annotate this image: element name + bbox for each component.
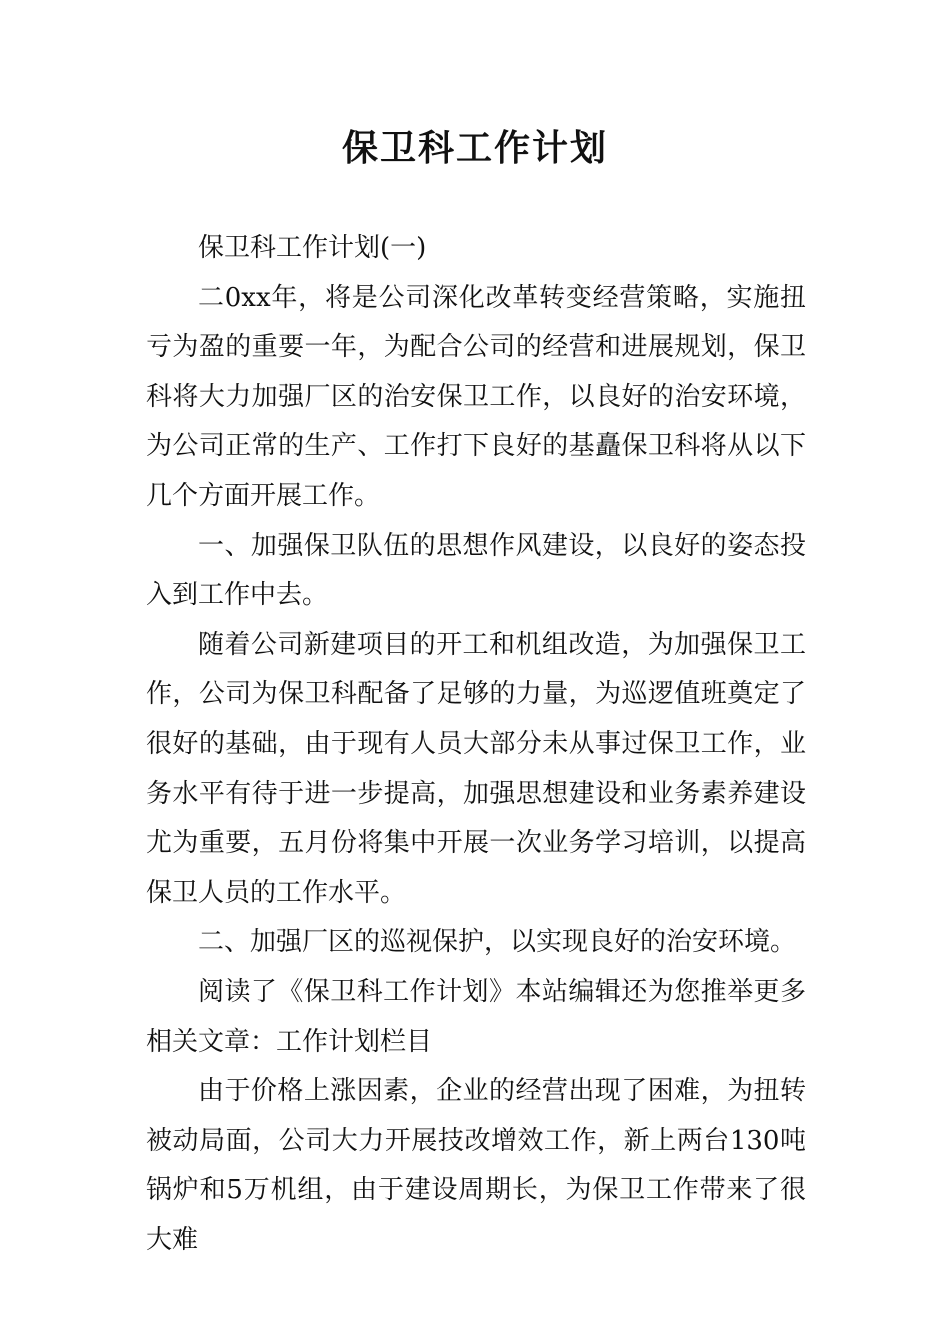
paragraph-intro: 二0xx年，将是公司深化改革转变经营策略，实施扭亏为盈的重要一年，为配合公司的经营和进展规划，保卫科将大力加强厂区的治安保卫工作，以良好的治安环境，为公司正常的生产、工作打下良好的基矗保卫科将从以下几个方面开展工作。 (146, 282, 806, 511)
paragraph-point-one-detail: 随着公司新建项目的开工和机组改造，为加强保卫工作，公司为保卫科配备了足够的力量，为巡逻值班奠定了很好的基础，由于现有人员大部分未从事过保卫工作，业务水平有待于进一步提高，加强思想建设和业务素养建设尤为重要，五月份将集中开展一次业务学习培训，以提高保卫人员的工作水平。 (146, 629, 806, 908)
paragraph-point-one: 一、加强保卫队伍的思想作风建设，以良好的姿态投入到工作中去。 (146, 530, 806, 611)
document-body (146, 224, 806, 1265)
paragraph-related-articles: 阅读了《保卫科工作计划》本站编辑还为您推举更多相关文章：工作计划栏目 (146, 976, 806, 1057)
paragraph-point-two-detail: 由于价格上涨因素，企业的经营出现了困难，为扭转被动局面，公司大力开展技改增效工作，新上两台130吨锅炉和5万机组，由于建设周期长，为保卫工作带来了很大难 (146, 1076, 806, 1255)
document-title: 保卫科工作计划 (341, 128, 608, 169)
paragraph-section-heading: 保卫科工作计划(一) (198, 233, 427, 263)
paragraph-point-two: 二、加强厂区的巡视保护，以实现良好的治安环境。 (198, 927, 797, 958)
